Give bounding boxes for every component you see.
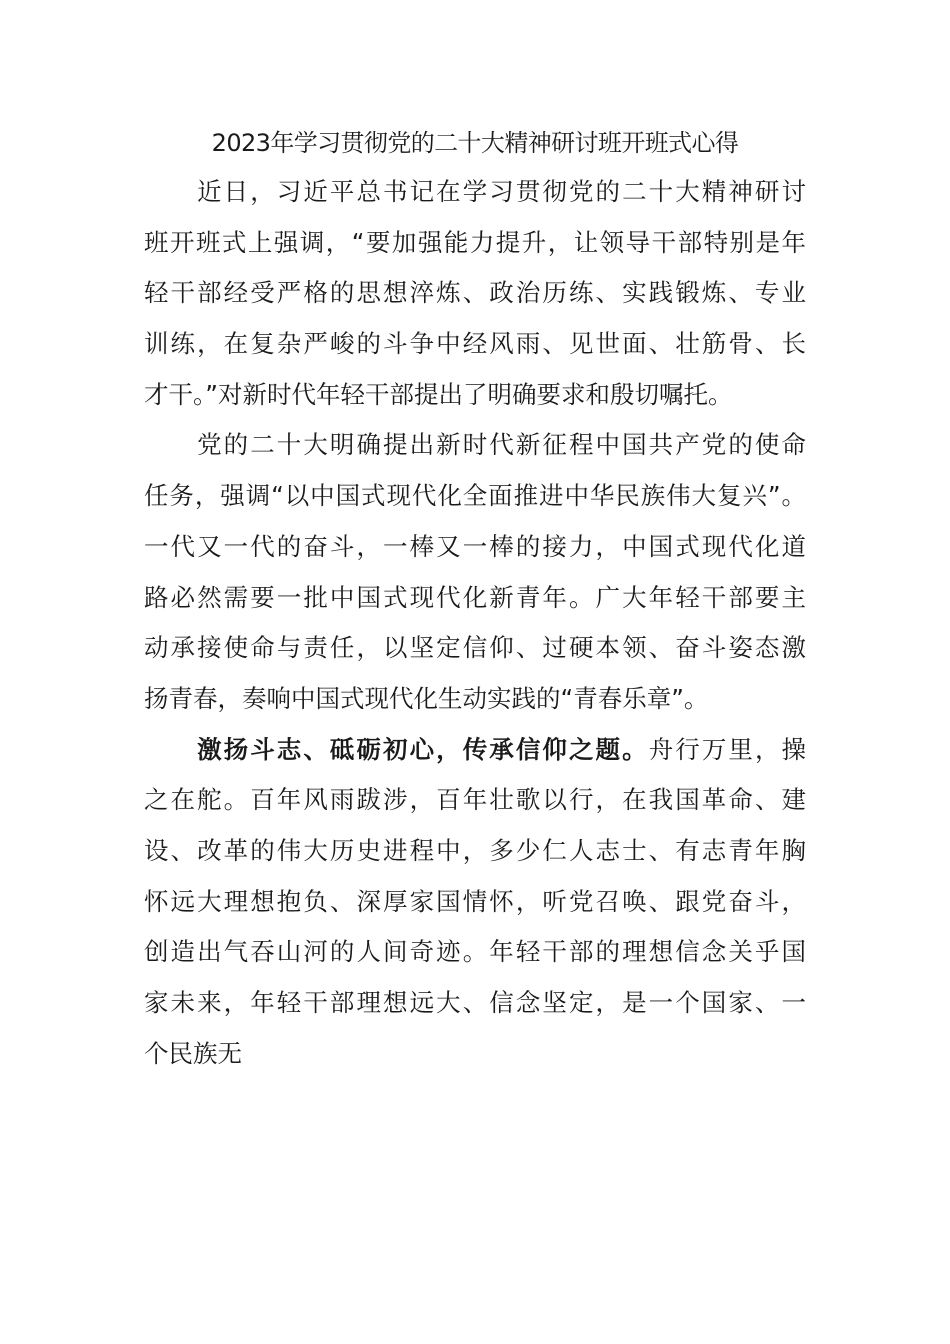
paragraph-2 bbox=[144, 420, 806, 724]
text-line: 创造出气吞山河的人间奇迹。年轻干部的理想信念关乎国 bbox=[144, 937, 806, 967]
text-line: 路必然需要一批中国式现代化新青年。广大年轻干部要主 bbox=[144, 582, 806, 612]
text-line: 动承接使命与责任，以坚定信仰、过硬本领、奋斗姿态激 bbox=[144, 633, 806, 663]
line-text: 党的二十大明确提出新时代新征程中国共产党的使命 bbox=[195, 430, 806, 460]
text-line: 班开班式上强调，“要加强能力提升，让领导干部特别是年 bbox=[144, 227, 806, 257]
text-line bbox=[144, 420, 806, 471]
text-line: 轻干部经受严格的思想淬炼、政治历练、实践锻炼、专业 bbox=[144, 278, 806, 308]
text-line bbox=[144, 167, 806, 218]
document-body bbox=[144, 167, 806, 1079]
line-text: 舟行万里，操 bbox=[648, 734, 807, 764]
text-line: 个民族无 bbox=[144, 1038, 242, 1068]
section-heading: 激扬斗志、砥砺初心，传承信仰之题。 bbox=[195, 734, 649, 764]
text-line: 一代又一代的奋斗，一棒又一棒的接力，中国式现代化道 bbox=[144, 531, 806, 561]
text-line: 设、改革的伟大历史进程中，多少仁人志士、有志青年胸 bbox=[144, 835, 806, 865]
paragraph-1 bbox=[144, 167, 806, 420]
text-line: 任务，强调“以中国式现代化全面推进中华民族伟大复兴”。 bbox=[144, 481, 806, 511]
text-line: 家未来，年轻干部理想远大、信念坚定，是一个国家、一 bbox=[144, 988, 806, 1017]
text-line: 扬青春，奏响中国式现代化生动实践的“青春乐章”。 bbox=[144, 683, 709, 713]
text-line: 才干。”对新时代年轻干部提出了明确要求和殷切嘱托。 bbox=[144, 379, 733, 409]
line-text: 近日，习近平总书记在学习贯彻党的二十大精神研讨 bbox=[195, 177, 806, 206]
text-line: 训练，在复杂严峻的斗争中经风雨、见世面、壮筋骨、长 bbox=[144, 329, 806, 359]
text-line: 之在舵。百年风雨跋涉，百年壮歌以行，在我国革命、建 bbox=[144, 785, 806, 815]
document-title: 2023年学习贯彻党的二十大精神研讨班开班式心得 bbox=[211, 129, 739, 157]
paragraph-3 bbox=[144, 725, 806, 1080]
text-line bbox=[144, 725, 806, 776]
text-line: 怀远大理想抱负、深厚家国情怀，听党召唤、跟党奋斗， bbox=[144, 886, 806, 916]
